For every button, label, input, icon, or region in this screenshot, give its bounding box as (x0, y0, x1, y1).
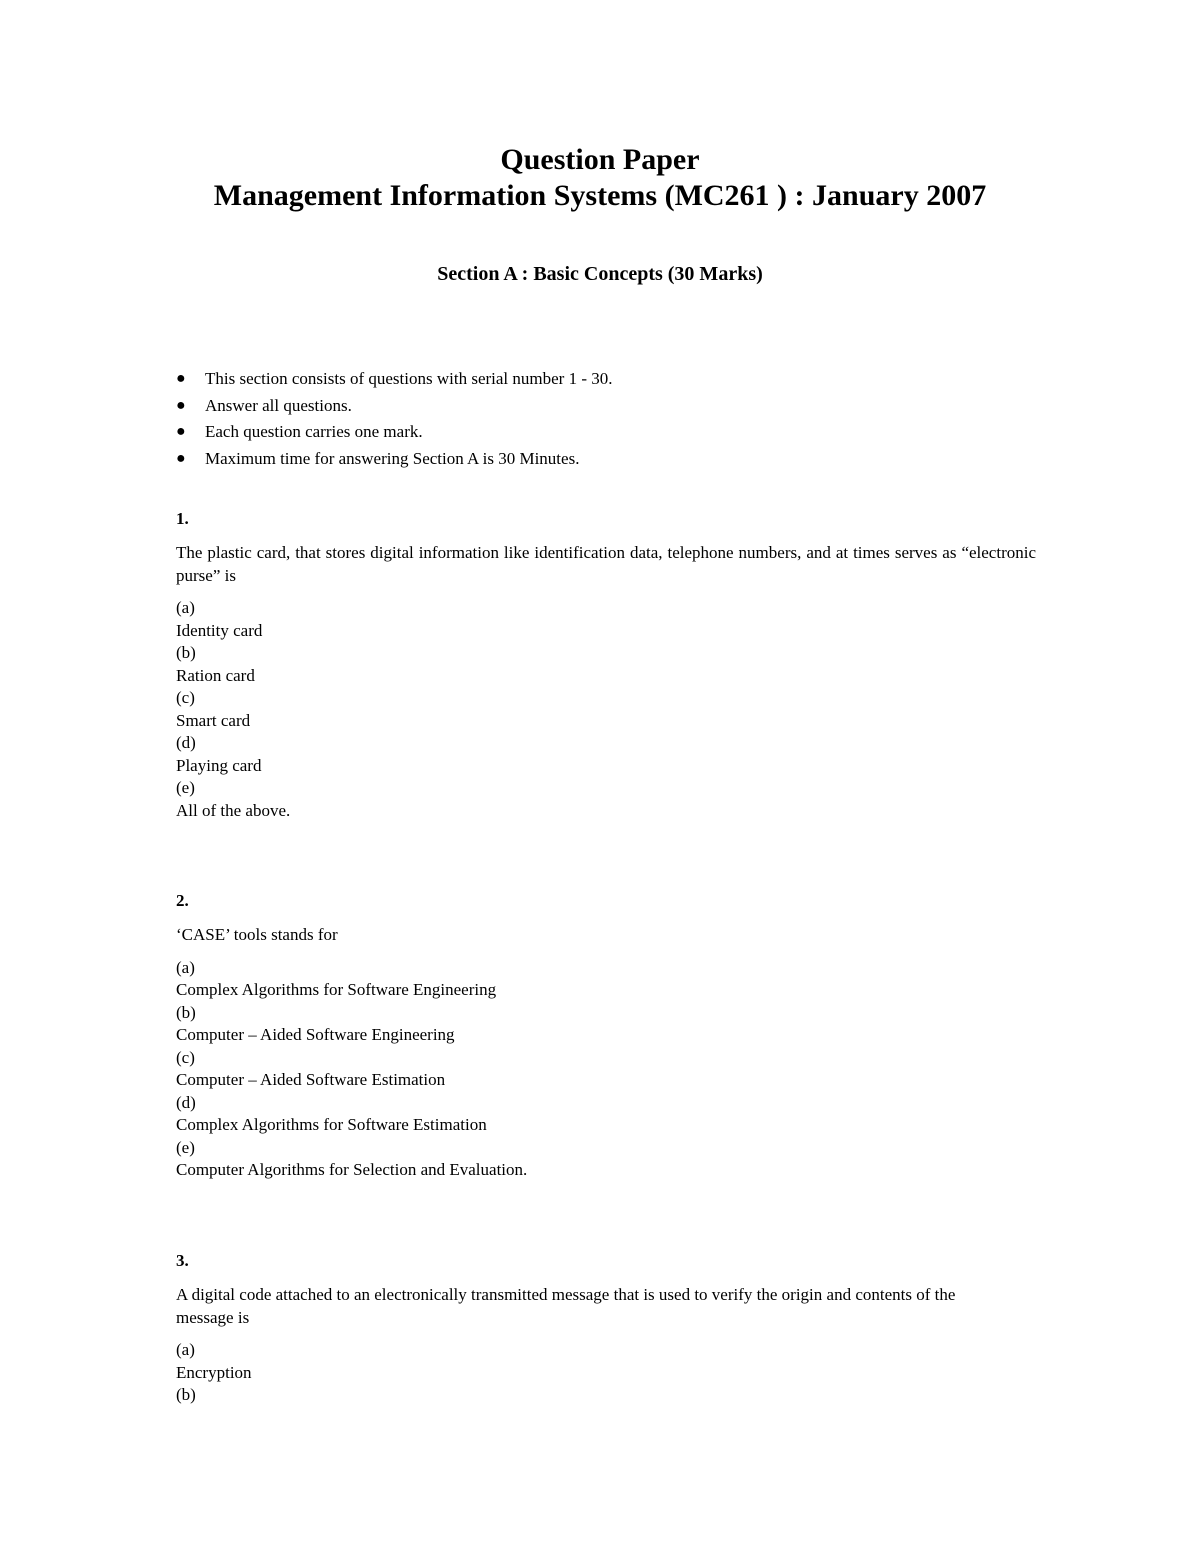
instruction-text: Answer all questions. (205, 395, 352, 415)
instruction-item (176, 366, 612, 393)
question-1 (176, 508, 1036, 822)
option-text: Smart card (176, 710, 251, 730)
option-letter: (a) (176, 598, 195, 617)
instruction-item (176, 393, 612, 420)
option-letter: (b) (176, 1385, 196, 1404)
paper-title: Question Paper (500, 143, 700, 176)
bullet-icon: ● (176, 396, 186, 414)
option-text: Computer Algorithms for Selection and Evaluation. (176, 1160, 528, 1179)
options-list (176, 957, 1036, 1182)
question-2 (176, 890, 1036, 1182)
option-letter: (e) (176, 778, 195, 797)
option-letter: (d) (176, 733, 196, 752)
option-text: Complex Algorithms for Software Engineering (176, 980, 497, 999)
option-letter: (a) (176, 957, 195, 977)
question-number: 1. (176, 509, 189, 528)
option-letter: (b) (176, 643, 196, 662)
section-heading: Section A : Basic Concepts (30 Marks) (437, 263, 763, 285)
option-letter: (a) (176, 1340, 195, 1359)
question-text: ‘CASE’ tools stands for (176, 925, 338, 944)
bullet-icon: ● (176, 370, 186, 387)
option-text: Computer – Aided Software Engineering (176, 1025, 455, 1044)
instructions-list (176, 366, 612, 472)
instruction-text: Maximum time for answering Section A is 30 Minutes. (205, 448, 580, 468)
option-letter: (c) (176, 1047, 195, 1067)
option-text: Complex Algorithms for Software Estimation (176, 1115, 487, 1134)
paper-subtitle: Management Information Systems (MC261 ) : January 2007 (213, 179, 987, 212)
option-text: Encryption (176, 1362, 252, 1382)
options-list (176, 597, 1036, 822)
option-letter: (d) (176, 1092, 196, 1112)
question-number: 3. (176, 1251, 189, 1270)
option-text: Identity card (176, 620, 263, 640)
instruction-text: Each question carries one mark. (205, 422, 423, 441)
option-text: Ration card (176, 665, 255, 685)
question-number: 2. (176, 891, 189, 910)
instruction-item (176, 419, 612, 446)
bullet-icon: ● (176, 449, 186, 467)
bullet-icon: ● (176, 423, 186, 440)
instruction-text: This section consists of questions with serial number 1 - 30. (205, 369, 613, 388)
option-text: All of the above. (176, 800, 291, 820)
instruction-item (176, 446, 612, 473)
question-3 (176, 1250, 976, 1407)
option-letter: (e) (176, 1137, 195, 1157)
option-letter: (b) (176, 1002, 196, 1022)
option-letter: (c) (176, 688, 195, 707)
question-text: A digital code attached to an electronically transmitted message that is used to verify the origin and contents of the message is (176, 1285, 956, 1327)
options-list (176, 1339, 976, 1407)
question-text: The plastic card, that stores digital information like identification data, telephone numbers, and at times serves as “electronic purse” is (176, 543, 1036, 585)
option-text: Playing card (176, 755, 262, 775)
option-text: Computer – Aided Software Estimation (176, 1070, 446, 1089)
